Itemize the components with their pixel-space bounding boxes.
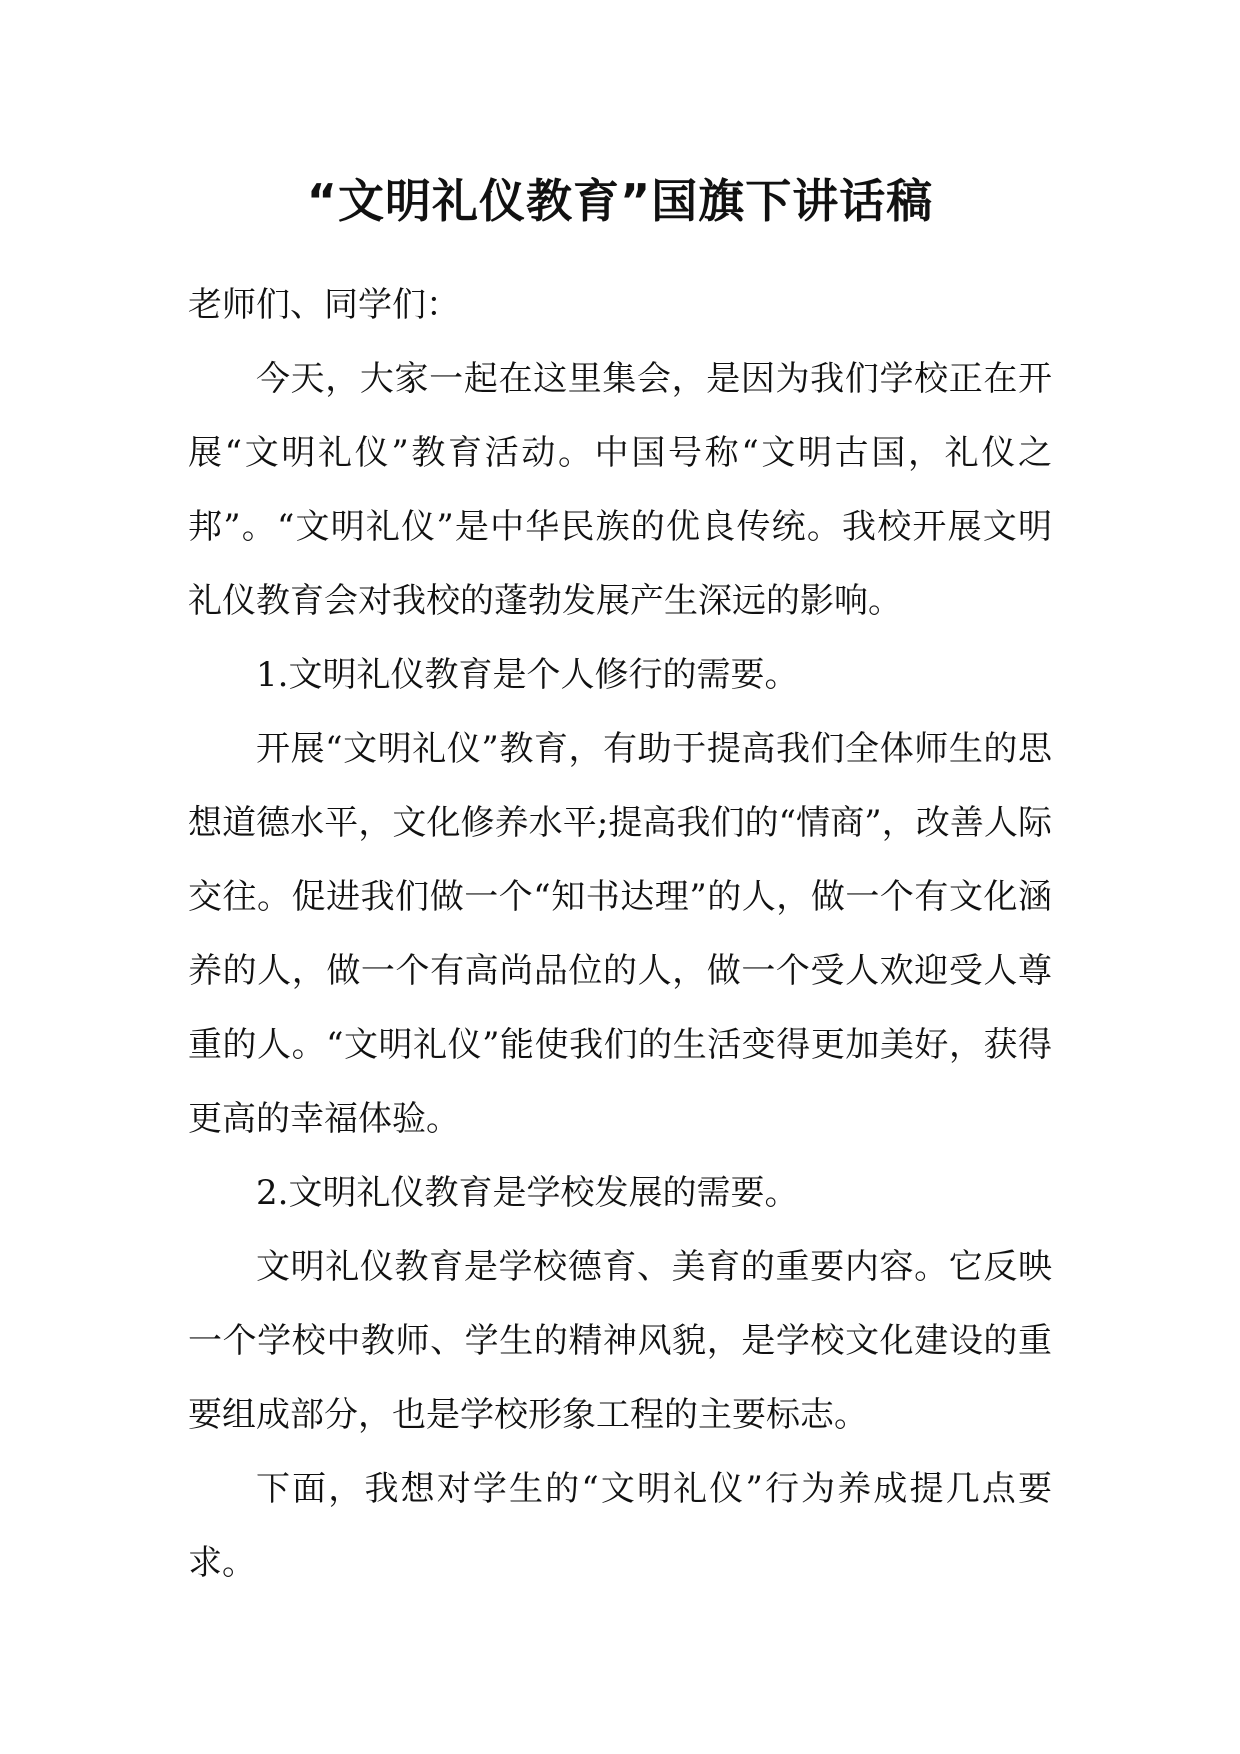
paragraph-requirements: 下面，我想对学生的“文明礼仪”行为养成提几点要求。	[188, 1469, 1052, 1583]
paragraph-point-1: 开展“文明礼仪”教育，有助于提高我们全体师生的思想道德水平，文化修养水平;提高我们的“情商”，改善人际交往。促进我们做一个“知书达理”的人，做一个有文化涵养的人，做一个有高尚品位的人，做一个受人欢迎受人尊重的人。“文明礼仪”能使我们的生活变得更加美好，获得更高的幸福体验。	[188, 729, 1052, 1139]
salutation: 老师们、同学们：	[188, 285, 460, 325]
document-body	[188, 160, 1052, 1600]
document-title: “文明礼仪教育”国旗下讲话稿	[306, 174, 934, 228]
heading-point-1: 1.文明礼仪教育是个人修行的需要。	[256, 655, 799, 695]
heading-point-2: 2.文明礼仪教育是学校发展的需要。	[256, 1173, 799, 1213]
paragraph-point-2: 文明礼仪教育是学校德育、美育的重要内容。它反映一个学校中教师、学生的精神风貌，是学校文化建设的重要组成部分，也是学校形象工程的主要标志。	[188, 1247, 1052, 1435]
paragraph-intro: 今天，大家一起在这里集会，是因为我们学校正在开展“文明礼仪”教育活动。中国号称“文明古国，礼仪之邦”。“文明礼仪”是中华民族的优良传统。我校开展文明礼仪教育会对我校的蓬勃发展产生深远的影响。	[188, 359, 1052, 621]
